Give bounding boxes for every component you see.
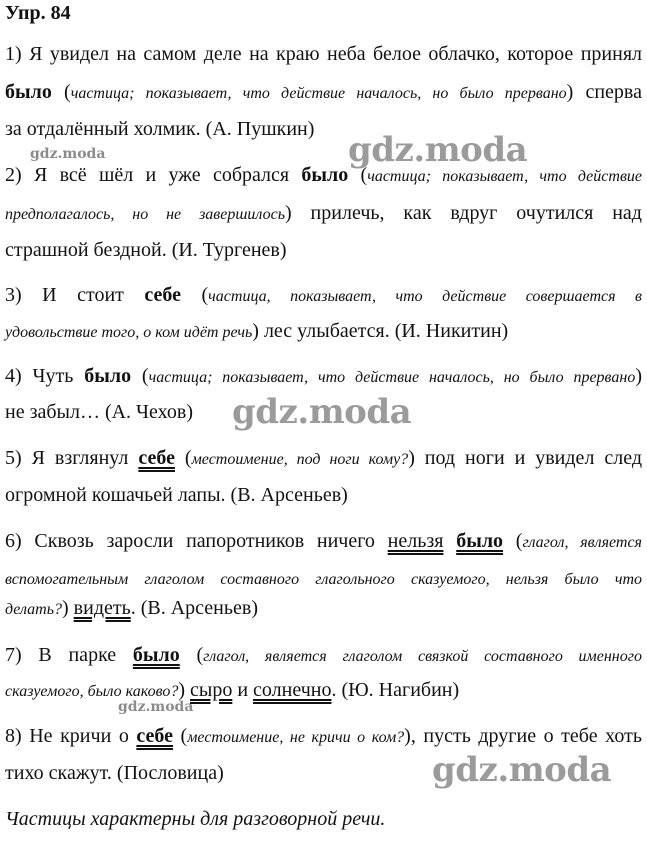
text: 4) Чуть: [5, 365, 85, 387]
text: ): [178, 679, 190, 701]
conclusion-line: [5, 807, 642, 831]
text: тихо скажут. (Пословица): [5, 762, 224, 784]
word-bylo: было: [84, 365, 132, 387]
text: (: [181, 284, 209, 306]
text: 7) В парке: [5, 644, 133, 666]
text-line-5: [5, 201, 642, 227]
text: огромной кошачьей лапы. (В. Арсеньев): [5, 484, 348, 506]
text: ): [62, 597, 74, 619]
text: ), пусть другие о тебе хоть: [404, 725, 642, 747]
text: (: [131, 365, 149, 387]
word-bylo: было: [5, 81, 52, 103]
text: ) сперва: [566, 81, 642, 103]
text: 5) Я взглянул: [5, 447, 139, 469]
text: ): [635, 365, 642, 387]
word-bylo: было: [132, 644, 180, 666]
text: 6) Сквозь заросли папоротников ничего: [5, 530, 388, 552]
text: не забыл… (А. Чехов): [5, 401, 194, 423]
text-line-8: [5, 319, 642, 345]
text-line-9: [5, 364, 642, 390]
text: [443, 530, 456, 552]
text: страшной бездной. (И. Тургенев): [5, 239, 287, 261]
comment: предполагалось, но не завершилось: [5, 206, 285, 223]
comment: глагол, является глаголом связкой составного именного: [203, 648, 642, 665]
text-line-18: [5, 724, 642, 750]
comment: частица; показывает, что действие: [367, 168, 642, 185]
text-line-13: [5, 529, 642, 555]
text: 1) Я увидел на самом деле на краю неба белое облачко, которое принял: [5, 43, 642, 65]
watermark-logo-small: gdz.moda: [118, 699, 194, 715]
text: (: [503, 530, 523, 552]
text-line-4: [5, 163, 642, 189]
comment: местоимение, не кричи о ком?: [187, 729, 405, 746]
word-sebe: себе: [138, 447, 175, 469]
comment: сказуемого, было каково?: [5, 683, 179, 700]
text-line-16: [5, 643, 642, 669]
exercise-title: Упр. 84: [5, 2, 71, 24]
comment: глагол, является: [522, 534, 642, 551]
text: . (Ю. Нагибин): [331, 679, 460, 701]
text: и: [232, 679, 254, 701]
comment: частица; показывает, что действие началось, но было прервано: [148, 369, 636, 386]
word-sebe: себе: [136, 725, 173, 747]
text: ) лес улыбается. (И. Никитин): [252, 320, 509, 342]
text: (: [348, 164, 368, 186]
word-videt: видеть: [73, 597, 131, 619]
text: 3) И стоит: [5, 284, 145, 306]
word-nelzya: нельзя: [387, 530, 444, 552]
word-solnechno: солнечно: [253, 679, 332, 701]
text-line-6: [5, 238, 642, 262]
watermark-logo-small: gdz.moda: [30, 146, 106, 162]
comment: местоимение, под ноги кому?: [191, 451, 409, 468]
text: 2) Я всё шёл и уже собрался: [5, 164, 302, 186]
comment: частица, показывает, что действие совершается в: [208, 288, 642, 305]
text-line-11: [5, 446, 642, 472]
text-line-14: [5, 566, 642, 592]
word-bylo: было: [456, 530, 504, 552]
text: ) прилечь, как вдруг очутился над: [284, 202, 642, 224]
text-line-17: [5, 678, 642, 704]
text: (: [174, 447, 192, 469]
text-line-3: [5, 117, 642, 141]
text-line-15: [5, 596, 642, 622]
word-syro: сыро: [190, 679, 233, 701]
comment: удовольствие того, о ком идёт речь: [5, 324, 253, 341]
comment: вспомогательным глаголом составного глагольного сказуемого, нельзя было что: [5, 571, 642, 588]
word-sebe: себе: [144, 284, 181, 306]
text-line-7: [5, 283, 642, 309]
text: за отдалённый холмик. (А. Пушкин): [5, 118, 315, 140]
text: Частицы характерны для разговорной речи.: [5, 808, 386, 830]
text: 8) Не кричи о: [5, 725, 137, 747]
text: (: [173, 725, 188, 747]
text-line-12: [5, 483, 642, 507]
text: . (В. Арсеньев): [130, 597, 258, 619]
word-bylo: было: [301, 164, 349, 186]
text-line-1: [5, 42, 642, 66]
text: (: [51, 81, 71, 103]
text-line-2: [5, 80, 642, 106]
watermark-logo: gdz.moda: [348, 130, 528, 170]
text: (: [179, 644, 204, 666]
watermark-logo: gdz.moda: [232, 392, 412, 432]
comment: делать?: [5, 601, 62, 618]
text: ) под ноги и увидел след: [408, 447, 643, 469]
watermark-logo: gdz.moda: [432, 750, 612, 790]
comment: частица; показывает, что действие началось, но было прервано: [70, 85, 567, 102]
